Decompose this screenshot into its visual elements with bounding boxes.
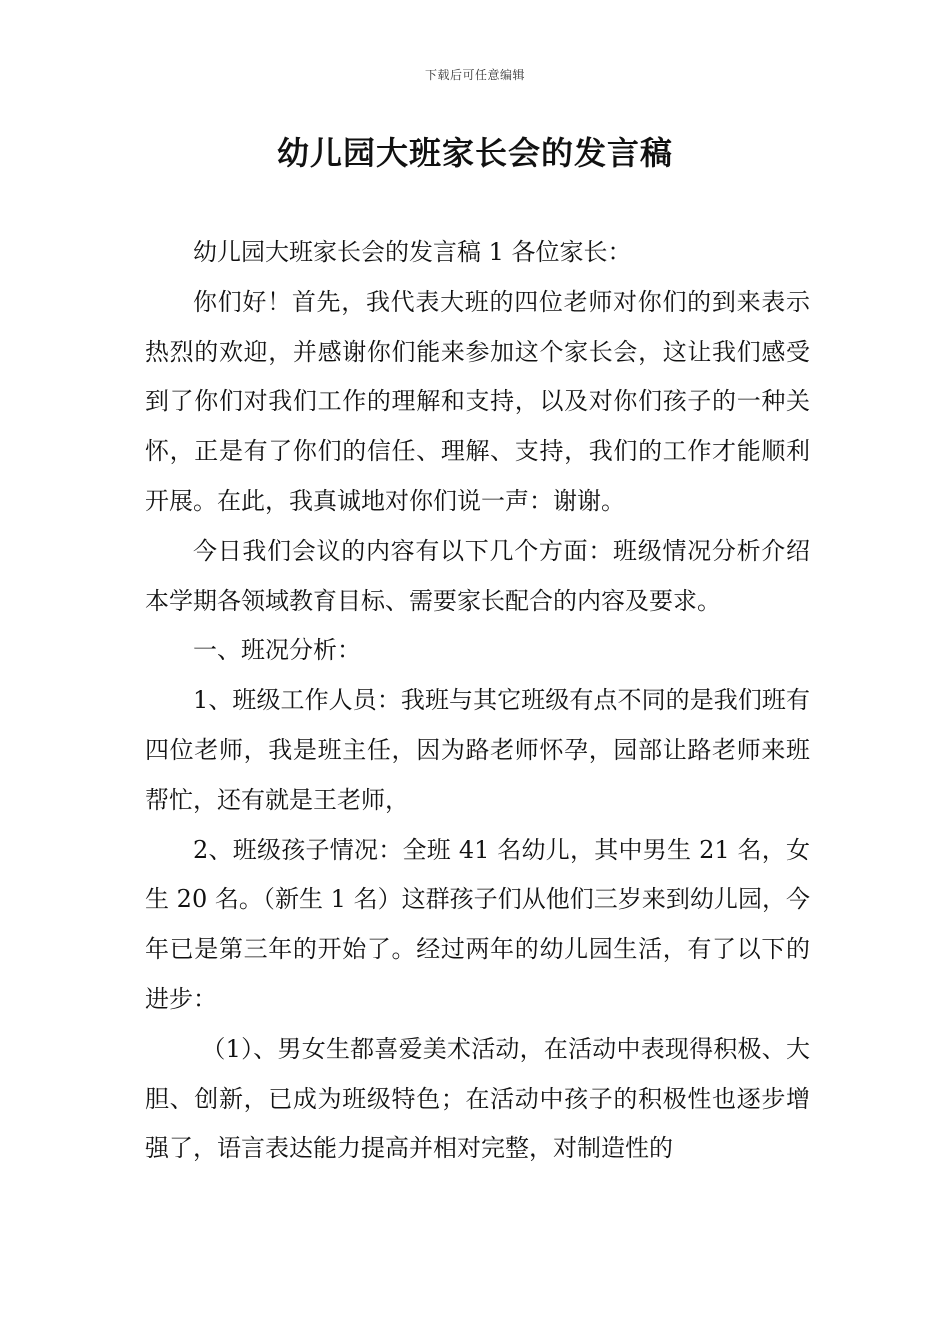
page-header-note: 下载后可任意编辑 — [424, 68, 525, 82]
paragraph-children: 2、班级孩子情况：全班 41 名幼儿，其中男生 21 名，女生 20 名。（新生 1 名）这群孩子们从他们三岁来到幼儿园，今年已是第三年的开始了。经过两年的幼儿园生活，有了以下的进步： — [145, 835, 810, 1013]
paragraph-greeting: 幼儿园大班家长会的发言稿 1 各位家长： — [193, 238, 632, 266]
paragraph-welcome: 你们好！首先，我代表大班的四位老师对你们的到来表示热烈的欢迎，并感谢你们能来参加这个家长会，这让我们感受到了你们对我们工作的理解和支持，以及对你们孩子的一种关怀，正是有了你们的信任、理解、支持，我们的工作才能顺利开展。在此，我真诚地对你们说一声：谢谢。 — [145, 287, 810, 515]
paragraph-progress-1: （1）、男女生都喜爱美术活动，在活动中表现得积极、大胆、创新，已成为班级特色；在活动中孩子的积极性也逐步增强了，语言表达能力提高并相对完整，对制造性的 — [145, 1034, 810, 1163]
paragraph-staff: 1、班级工作人员：我班与其它班级有点不同的是我们班有四位老师，我是班主任，因为路老师怀孕，园部让路老师来班帮忙，还有就是王老师， — [145, 686, 810, 814]
section-heading-class-analysis: 一、班况分析： — [193, 636, 361, 665]
document-body — [145, 228, 810, 1174]
document-title: 幼儿园大班家长会的发言稿 — [276, 134, 673, 172]
paragraph-agenda: 今日我们会议的内容有以下几个方面：班级情况分析介绍本学期各领域教育目标、需要家长配合的内容及要求。 — [145, 536, 810, 615]
